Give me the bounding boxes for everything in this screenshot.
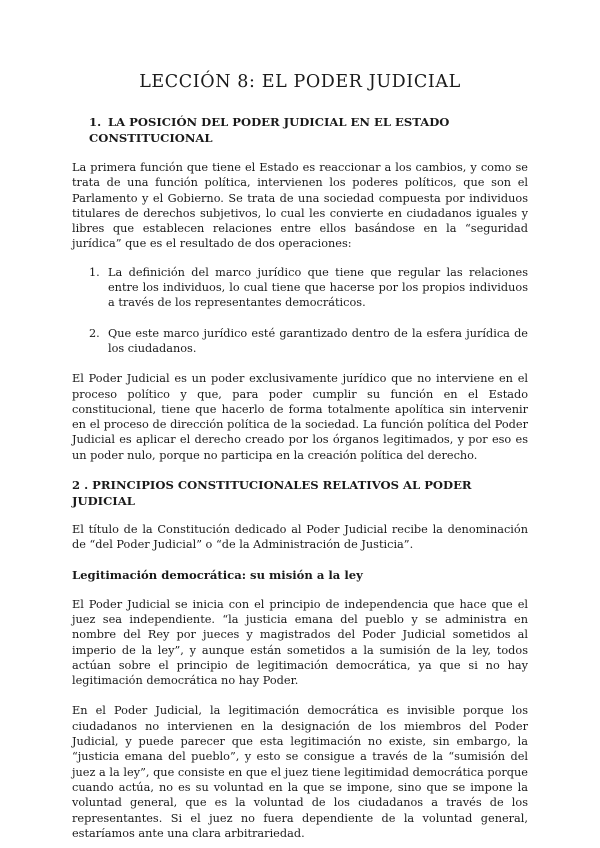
section-2-heading: 2 . PRINCIPIOS CONSTITUCIONALES RELATIVOS AL PODER JUDICIAL [72, 478, 472, 509]
list-item-text: Que este marco jurídico esté garantizado dentro de la esfera jurídica de los ciudadanos. [108, 326, 528, 355]
operations-list [72, 265, 528, 356]
section-1-intro-paragraph: La primera función que tiene el Estado es reaccionar a los cambios, y como se trata de una función política, intervienen los poderes políticos, que son el Parlamento y el Gobierno. Se trata de una sociedad compuesta por individuos titulares de derechos subjetivos, lo cual les convierte en ciudadanos iguales y libres que establecen relaciones entre ellos basándose en la “seguridad jurídica” que es el resultado de dos operaciones: [72, 161, 528, 251]
section-1-heading-text: LA POSICIÓN DEL PODER JUDICIAL EN EL ESTADO CONSTITUCIONAL [89, 115, 450, 145]
list-item-text: La definición del marco jurídico que tiene que regular las relaciones entre los individuos, lo cual tiene que hacerse por los propios individuos a través de los representantes democráticos. [108, 265, 528, 310]
list-item [72, 265, 528, 311]
legitimation-subheading: Legitimación democrática: su misión a la ley [72, 567, 363, 582]
section-1-heading [72, 114, 528, 146]
document-page [72, 72, 528, 841]
list-item [72, 326, 528, 357]
section-1-number: 1. [89, 115, 102, 129]
legitimation-paragraph-1: El Poder Judicial se inicia con el principio de independencia que hace que el juez sea independiente. “la justicia emana del pueblo y se administra en nombre del Rey por jueces y magistrados del Poder Judicial sometidos al imperio de la ley”, y aunque están sometidos a la sumisión de la ley, todos actúan sobre el principio de legitimación democrática, ya que si no hay legitimación democrática no hay Poder. [72, 597, 528, 688]
legitimation-paragraph-2: En el Poder Judicial, la legitimación democrática es invisible porque los ciudadanos no intervienen en la designación de los miembros del Poder Judicial, y puede parecer que esta legitimación no existe, sin embargo, la “justicia emana del pueblo”, y esto se consigue a través de la “sumisión del juez a la ley”, que consiste en que el juez tiene legitimidad democrática porque cuando actúa, no es su voluntad en la que se impone, sino que se impone la voluntad general, que es la voluntad de los ciudadanos a través de los representantes. Si el juez no fuera dependiente de la voluntad general, estaríamos ante una clara arbitrariedad. [72, 704, 528, 840]
page-title: LECCIÓN 8: EL PODER JUDICIAL [139, 72, 461, 92]
section-1-closing-paragraph: El Poder Judicial es un poder exclusivamente jurídico que no interviene en el proceso político y que, para poder cumplir su función en el Estado constitucional, tiene que hacerlo de forma totalmente apolítica sin intervenir en el proceso de dirección política de la sociedad. La función política del Poder Judicial es aplicar el derecho creado por los órganos legitimados, y por eso es un poder nulo, porque no participa en la creación política del derecho. [72, 372, 528, 462]
constitution-title-paragraph: El título de la Constitución dedicado al Poder Judicial recibe la denominación de “del Poder Judicial” o “de la Administración de Justicia”. [72, 523, 528, 552]
list-item-marker: 2. [89, 326, 100, 340]
list-item-marker: 1. [89, 265, 100, 279]
